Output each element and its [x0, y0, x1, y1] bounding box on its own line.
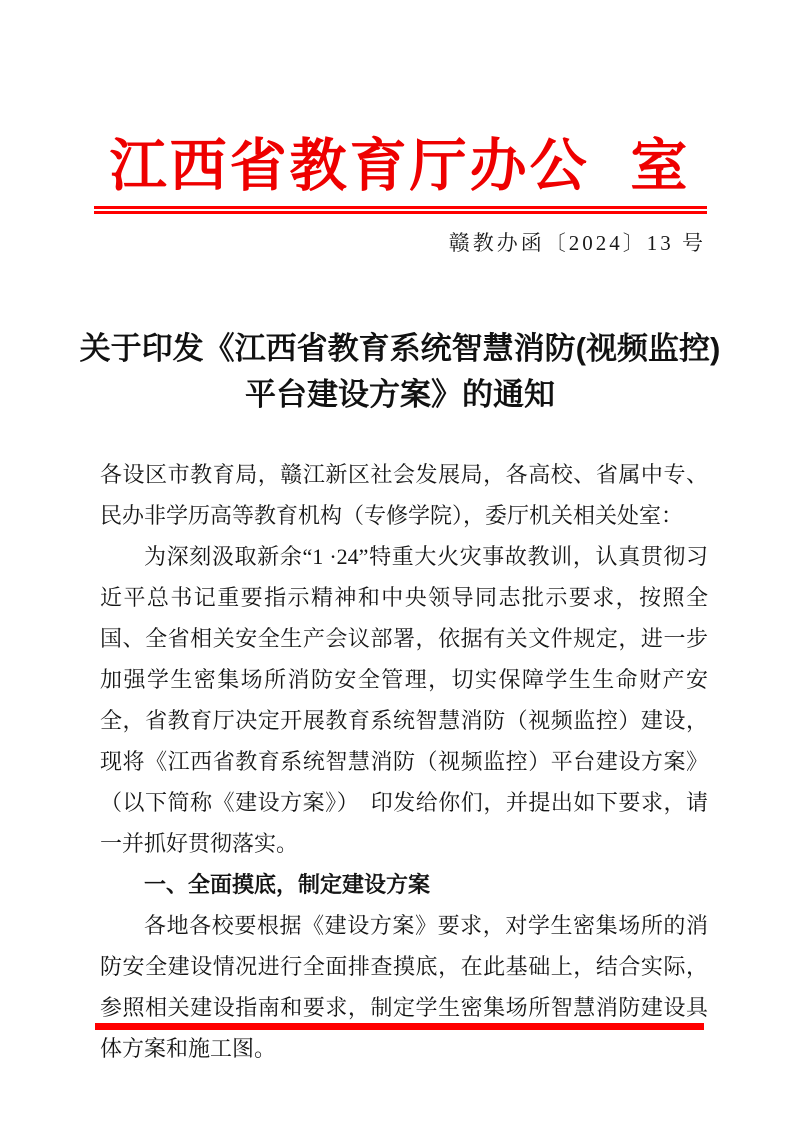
document-body — [100, 454, 708, 1069]
section-heading: 一、全面摸底，制定建设方案 — [144, 872, 431, 897]
agency-name: 江西省教育厅办公 室 — [109, 134, 691, 198]
document-title-line2: 平台建设方案》的通知 — [245, 377, 555, 412]
header-separator-rule — [94, 206, 707, 214]
body-paragraph: 各地各校要根据《建设方案》要求，对学生密集场所的消防安全建设情况进行全面排查摸底，在此基础上，结合实际，参照相关建设指南和要求，制定学生密集场所智慧消防建设具体方案和施工图。 — [100, 913, 708, 1061]
footer-separator-rule — [95, 1023, 704, 1030]
header-rule-bottom-bar — [94, 211, 707, 214]
document-title — [60, 326, 740, 418]
document-number: 赣教办函〔2024〕13 号 — [448, 231, 706, 255]
body-paragraph: 为深刻汲取新余“1 ·24”特重大火灾事故教训，认真贯彻习近平总书记重要指示精神和中央领导同志批示要求，按照全国、全省相关安全生产会议部署，依据有关文件规定，进一步加强学生密集场所消防安全管理，切实保障学生生命财产安全，省教育厅决定开展教育系统智慧消防（视频监控）建设，现将《江西省教育系统智慧消防（视频监控）平台建设方案》（以下简称《建设方案》） 印发给你们，并提出如下要求，请一并抓好贯彻落实。 — [100, 544, 708, 856]
recipients-paragraph: 各设区市教育局，赣江新区社会发展局，各高校、省属中专、民办非学历高等教育机构（专修学院），委厅机关相关处室： — [100, 462, 708, 528]
document-title-line1: 关于印发《江西省教育系统智慧消防(视频监控) — [79, 331, 721, 366]
